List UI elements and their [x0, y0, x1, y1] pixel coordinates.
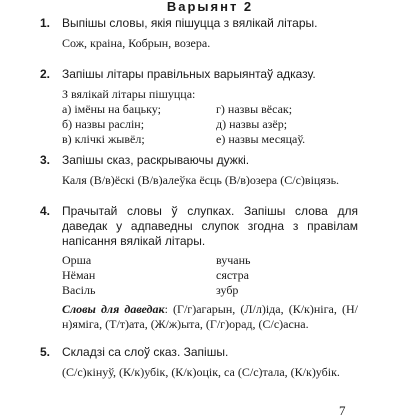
- word-item: Орша: [62, 253, 92, 267]
- page-title: Варыянт 2: [166, 0, 254, 14]
- page-number: 7: [339, 403, 346, 418]
- word-columns-row: [62, 268, 358, 283]
- task-number: 1.: [40, 16, 51, 30]
- options-row: [62, 102, 358, 117]
- task-3: [40, 153, 358, 188]
- option-item: е) назвы месяцаў.: [216, 132, 306, 146]
- task-answer: Каля (В/в)ёскі (В/в)алеўка ёсць (В/в)озера (С/с)віцязь.: [62, 173, 340, 187]
- task-2: [40, 67, 358, 147]
- reference-text: : (Г/г)агарын, (Л/л)іда, (К/к)ніга, (Н/н)яміга, (Т/т)ата, (Ж/ж)ыта, (Г/г)орад, (С/с)асна.: [62, 302, 358, 331]
- option-item: б) назвы раслін;: [62, 117, 145, 131]
- task-4: [40, 204, 358, 332]
- options-row: [62, 132, 358, 147]
- word-item: Васіль: [62, 283, 96, 297]
- task-1: [40, 16, 358, 51]
- task-number: 5.: [40, 345, 51, 359]
- task-answer: (С/с)кінуў, (К/к)убік, (К/к)оцік, са (С/с)тала, (К/к)убік.: [62, 365, 340, 379]
- options-row: [62, 117, 358, 132]
- word-item: сястра: [216, 268, 249, 282]
- reference-label: Словы для даведак: [62, 302, 165, 316]
- task-question: Запішы сказ, раскрываючы дужкі.: [62, 153, 250, 167]
- word-columns-row: [62, 283, 358, 298]
- option-item: а) імёны на бацьку;: [62, 102, 161, 116]
- task-question: Выпішы словы, якія пішуцца з вялікай літары.: [62, 16, 318, 30]
- task-number: 3.: [40, 153, 51, 167]
- task-lead: З вялікай літары пішуцца:: [62, 87, 196, 101]
- word-columns-row: [62, 253, 358, 268]
- task-question: Прачытай словы ў слупках. Запішы слова для даведак у адпаведны слупок згодна з правілам напісання вялікай літары.: [62, 204, 358, 248]
- word-item: Нёман: [62, 268, 96, 282]
- option-item: г) назвы вёсак;: [216, 102, 293, 116]
- task-5: [40, 345, 358, 380]
- option-item: в) клічкі жывёл;: [62, 132, 145, 146]
- reference-words: [62, 302, 358, 332]
- task-question: Запішы літары правільных варыянтаў адказу.: [62, 67, 316, 81]
- word-item: зубр: [216, 283, 239, 297]
- task-question: Складзі са слоў сказ. Запішы.: [62, 345, 229, 359]
- option-item: д) назвы азёр;: [216, 117, 288, 131]
- word-item: вучань: [216, 253, 251, 267]
- task-number: 2.: [40, 67, 51, 81]
- task-answer: Сож, краіна, Кобрын, возера.: [62, 36, 211, 50]
- task-number: 4.: [40, 204, 51, 218]
